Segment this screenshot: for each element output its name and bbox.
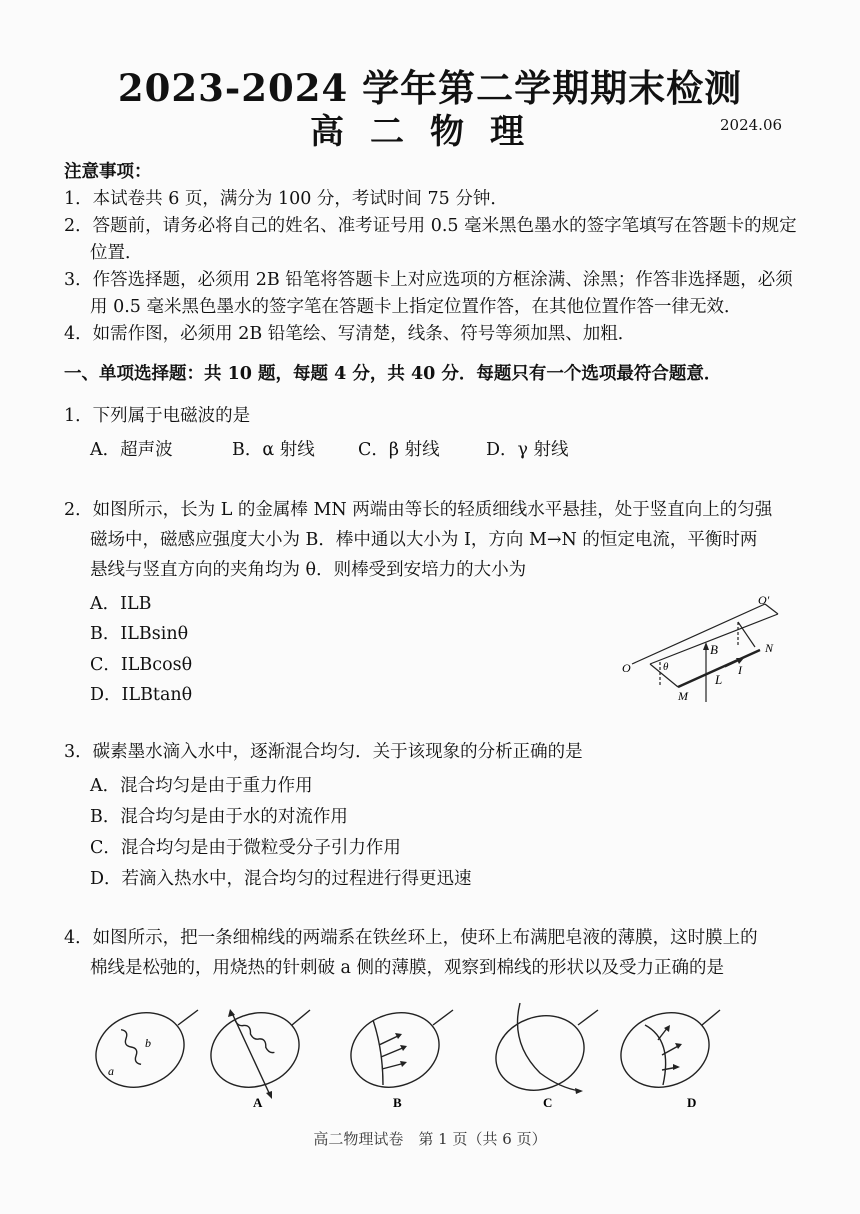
q4-label-option-b: B [393, 1095, 402, 1110]
q3-option-b: B．混合均匀是由于水的对流作用 [90, 807, 348, 827]
question-3-stem: 3．碳素墨水滴入水中，逐渐混合均匀．关于该现象的分析正确的是 [64, 742, 583, 762]
notice-heading: 注意事项： [64, 162, 152, 182]
q2-figure [620, 592, 800, 707]
notice-item-2-cont: 位置． [90, 243, 143, 263]
q4-option-c-figure [485, 1003, 598, 1102]
notice-item-3-cont: 用 0.5 毫米黑色墨水的签字笔在答题卡上指定位置作答，在其他位置作答一律无效． [90, 297, 742, 317]
question-2-line-1: 2．如图所示，长为 L 的金属棒 MN 两端由等长的轻质细线水平悬挂，处于竖直向上的匀强 [64, 500, 773, 520]
q2-label-b: B [710, 642, 718, 657]
q3-option-c: C．混合均匀是由于微粒受分子引力作用 [90, 838, 401, 858]
q2-label-o: O [622, 661, 631, 675]
q4-figures [90, 995, 730, 1115]
q2-option-d: D．ILBtanθ [90, 685, 193, 705]
q4-label-b: b [145, 1036, 151, 1050]
question-2-line-3: 悬线与竖直方向的夹角均为 θ．则棒受到安培力的大小为 [90, 560, 527, 580]
q4-label-option-d: D [687, 1095, 697, 1110]
question-4-line-1: 4．如图所示，把一条细棉线的两端系在铁丝环上，使环上布满肥皂液的薄膜，这时膜上的 [64, 928, 758, 948]
q4-label-a: a [108, 1064, 114, 1078]
q1-option-c: C．β 射线 [358, 440, 440, 460]
notice-item-3: 3．作答选择题，必须用 2B 铅笔将答题卡上对应选项的方框涂满、涂黑；作答非选择题，必须 [64, 270, 793, 290]
q1-option-a: A．超声波 [90, 440, 173, 460]
q4-original-ring [90, 1001, 198, 1099]
question-1-stem: 1．下列属于电磁波的是 [64, 406, 251, 426]
q2-option-a: A．ILB [90, 594, 152, 614]
q2-label-m: M [678, 689, 688, 703]
q2-label-theta: θ [663, 661, 669, 673]
q4-label-option-a: A [253, 1095, 263, 1110]
notice-item-1: 1．本试卷共 6 页，满分为 100 分，考试时间 75 分钟． [64, 189, 508, 209]
q4-option-b-figure [340, 1001, 453, 1099]
page-footer: 高二物理试卷 第 1 页（共 6 页） [313, 1130, 547, 1148]
q3-option-a: A．混合均匀是由于重力作用 [90, 776, 313, 796]
notice-item-2: 2．答题前，请务必将自己的姓名、准考证号用 0.5 毫米黑色墨水的签字笔填写在答题卡的规定 [64, 216, 797, 236]
q4-label-option-c: C [543, 1095, 553, 1110]
exam-title: 2023-2024 学年第二学期期末检测 [117, 66, 743, 110]
q1-option-d: D．γ 射线 [486, 440, 569, 460]
q4-option-a-figure [200, 1001, 310, 1099]
q2-option-b: B．ILBsinθ [90, 624, 189, 644]
q2-beam-edge-top [632, 604, 765, 664]
q2-label-o-prime: O′ [758, 593, 770, 607]
q2-label-l: L [715, 672, 723, 687]
q2-option-c: C．ILBcosθ [90, 655, 193, 675]
notice-item-4: 4．如需作图，必须用 2B 铅笔绘、写清楚，线条、符号等须加黑、加粗． [64, 324, 636, 344]
q1-option-b: B．α 射线 [232, 440, 315, 460]
q2-label-i: I [738, 663, 742, 677]
section-heading: 一、单项选择题：共 10 题，每题 4 分，共 40 分．每题只有一个选项最符合题意． [64, 364, 722, 384]
exam-subject: 高二物理 [310, 112, 550, 152]
q4-option-d-figure [610, 1001, 720, 1099]
question-2-line-2: 磁场中，磁感应强度大小为 B．棒中通以大小为 I，方向 M→N 的恒定电流，平衡时两 [90, 530, 758, 550]
q2-label-n: N [765, 641, 774, 655]
exam-date: 2024.06 [720, 116, 783, 134]
q3-option-d: D．若滴入热水中，混合均匀的过程进行得更迅速 [90, 869, 472, 889]
question-4-line-2: 棉线是松弛的，用烧热的针刺破 a 侧的薄膜，观察到棉线的形状以及受力正确的是 [90, 958, 725, 978]
